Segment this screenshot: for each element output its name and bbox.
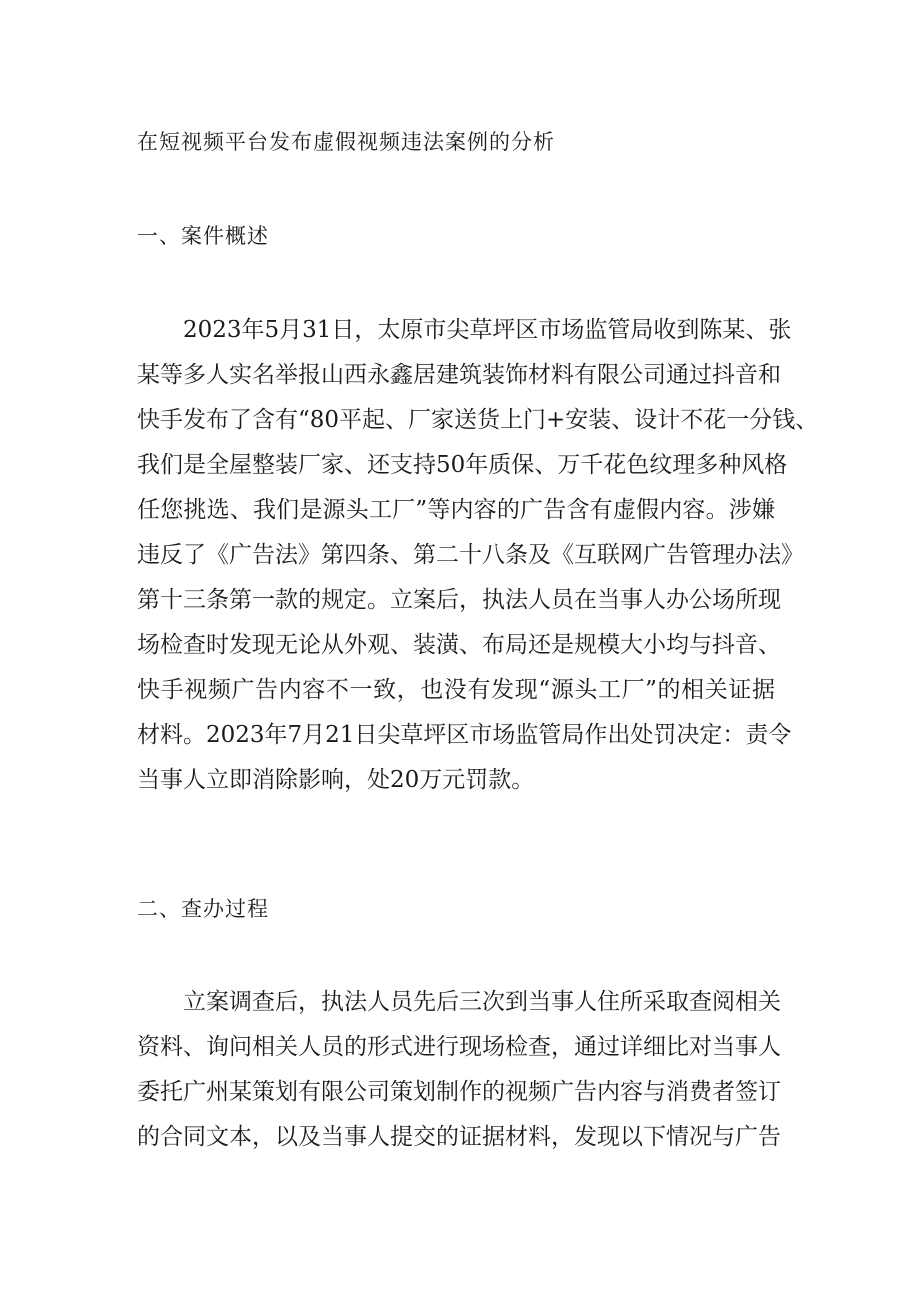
paragraph-line: 某等多人实名举报山西永鑫居建筑装饰材料有限公司通过抖音和 [137, 362, 781, 388]
section-paragraph-investigation [137, 980, 787, 1160]
paragraph-line: 快手视频广告内容不一致，也没有发现“源头工厂”的相关证据 [137, 677, 775, 703]
paragraph-line: 第十三条第一款的规定。立案后，执法人员在当事人办公场所现 [137, 587, 781, 613]
paragraph-line: 场检查时发现无论从外观、装潢、布局还是规模大小均与抖音、 [137, 632, 781, 658]
document-title: 在短视频平台发布虚假视频违法案例的分析 [137, 130, 555, 154]
paragraph-line: 的合同文本，以及当事人提交的证据材料，发现以下情况与广告 [137, 1124, 781, 1150]
paragraph-line: 快手发布了含有“80平起、厂家送货上门+安装、设计不花一分钱、 [137, 407, 819, 433]
paragraph-line: 委托广州某策划有限公司策划制作的视频广告内容与消费者签订 [137, 1079, 781, 1105]
paragraph-line: 任您挑选、我们是源头工厂”等内容的广告含有虚假内容。涉嫌 [137, 497, 775, 523]
paragraph-line: 我们是全屋整装厂家、还支持50年质保、万千花色纹理多种风格 [137, 452, 788, 478]
paragraph-line: 材料。2023年7月21日尖草坪区市场监管局作出处罚决定：责令 [137, 722, 792, 748]
section-heading-overview: 一、案件概述 [137, 224, 269, 248]
paragraph-line: 资料、询问相关人员的形式进行现场检查，通过详细比对当事人 [137, 1034, 781, 1060]
section-heading-investigation: 二、查办过程 [137, 897, 269, 921]
paragraph-line: 当事人立即消除影响，处20万元罚款。 [137, 767, 535, 793]
paragraph-line: 立案调查后，执法人员先后三次到当事人住所采取查阅相关 [137, 989, 781, 1015]
paragraph-line: 违反了《广告法》第四条、第二十八条及《互联网广告管理办法》 [137, 542, 804, 568]
paragraph-line: 2023年5月31日，太原市尖草坪区市场监管局收到陈某、张 [137, 317, 792, 343]
section-paragraph-overview [137, 308, 819, 803]
